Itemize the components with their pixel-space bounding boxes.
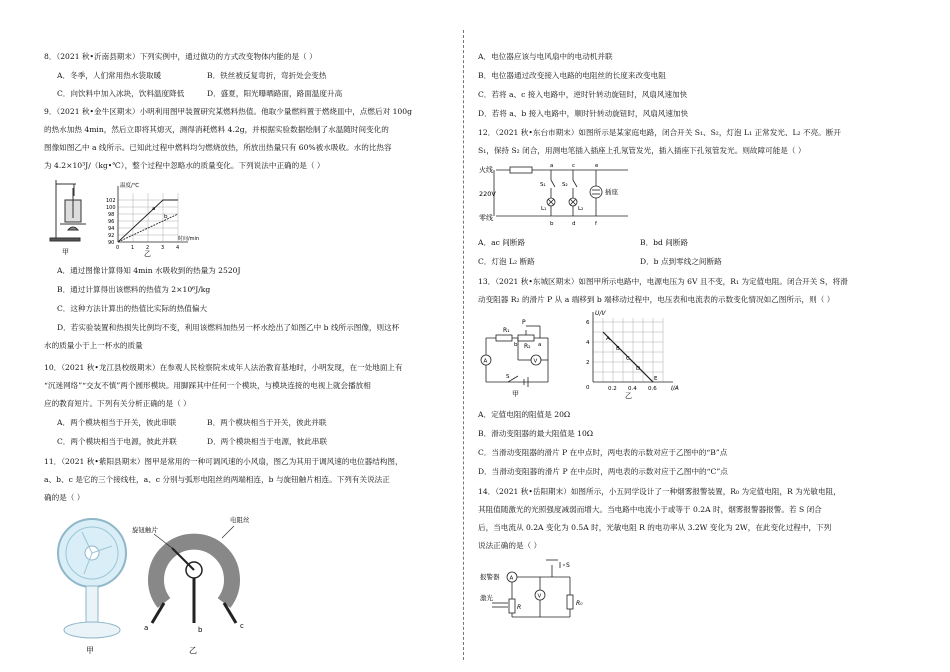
q13-ytick: 4 bbox=[586, 340, 590, 346]
q9-ytick: 102 bbox=[106, 198, 116, 204]
q12-label-socket: 插座 bbox=[605, 188, 618, 196]
q10-option-d: D．两个模块相当于电源，彼此串联 bbox=[207, 437, 327, 446]
q13-ytick: 6 bbox=[586, 320, 590, 326]
q13-ui-graph bbox=[586, 310, 679, 400]
q9-temperature-graph bbox=[106, 181, 199, 258]
q13-xtick: 0.2 bbox=[608, 386, 617, 392]
q9-line2: 的热水加热 4min，然后立即将其熄灭，测得消耗燃料 4.2g，并根据实验数据绘制了水温随时间变化的 bbox=[44, 125, 389, 134]
q9-xtick: 1 bbox=[131, 245, 135, 251]
q13-graph-xlabel: I/A bbox=[671, 385, 679, 392]
q14-line1: 14．（2021 秋•岳阳期末）如图所示，小五同学设计了一种烟雾报警装置，R₀ 为定值电阻，R 为光敏电阻， bbox=[478, 487, 841, 496]
q11-option-b: B．电位器通过改变接入电路的电阻丝的长度来改变电阻 bbox=[478, 71, 666, 80]
q9-option-d-line2: 水的质量小于上一杯水的质量 bbox=[44, 341, 143, 350]
q9-option-a: A．通过图像计算得知 4min 水吸收到的热量为 2520J bbox=[57, 266, 241, 275]
q14-line4: 说法正确的是（ ） bbox=[478, 541, 542, 550]
q12-label-zero: 零线 bbox=[479, 214, 493, 222]
q14-line2: 其阻值随激光的光照强度减弱而增大。当电路中电流小于或等于 0.2A 时，烟雾报警器报警。若 S 闭合 bbox=[478, 505, 822, 514]
q9-label-b: b bbox=[164, 214, 168, 220]
q9-label-a: a bbox=[152, 206, 156, 212]
q13-circuit-diagram bbox=[481, 326, 548, 387]
q14-label-laser: 激光 bbox=[480, 594, 493, 602]
q9-xtick: 4 bbox=[176, 245, 180, 251]
q11-potentiometer-diagram bbox=[132, 515, 250, 634]
q12-label-s1: S₁ bbox=[540, 182, 546, 188]
q12-label-l1: L₁ bbox=[541, 206, 547, 212]
q13-label-p: P bbox=[522, 319, 526, 326]
q9-apparatus-diagram bbox=[50, 180, 86, 241]
q13-label-s: S bbox=[506, 374, 510, 380]
q9-option-c: C．这种方法计算出的热值比实际的热值偏大 bbox=[57, 304, 208, 313]
q13-line1: 13．（2021 秋•东城区期末）如图甲所示电路中，电源电压为 6V 且不变，R₁ 为定值电阻。闭合开关 S，将滑 bbox=[478, 277, 848, 286]
q9-ytick: 98 bbox=[108, 212, 115, 218]
q13-label-b: b bbox=[514, 342, 518, 348]
q9-caption-jia: 甲 bbox=[62, 248, 69, 256]
q11-terminal-c: c bbox=[240, 622, 244, 630]
q9-line4: 为 4.2×10³J/（kg•℃），整个过程中忽略水的质量变化。下列说法中正确的是（ ） bbox=[44, 161, 325, 170]
q12-option-a: A．ac 间断路 bbox=[478, 238, 526, 247]
q11-line3: 确的是（ ） bbox=[44, 493, 85, 502]
q12-line1: 12．（2021 秋•东台市期末）如图所示是某家庭电路，闭合开关 S₁、S₂，灯泡 L₁ 正常发光、L₂ 不亮。断开 bbox=[478, 128, 841, 137]
q13-point-b: B bbox=[616, 346, 620, 352]
q11-option-a: A．电位器应该与电风扇中的电动机并联 bbox=[478, 52, 613, 61]
q13-option-c: C．当滑动变阻器的滑片 P 在中点时，两电表的示数对应于乙图中的“B”点 bbox=[478, 448, 728, 457]
q12-label-voltage: 220V bbox=[479, 190, 496, 198]
q13-ammeter: A bbox=[483, 358, 488, 365]
q9-xtick: 0 bbox=[116, 245, 120, 251]
q13-option-d: D．当滑动变阻器的滑片 P 在中点时，两电表的示数对应于乙图中的“C”点 bbox=[478, 467, 728, 476]
q13-caption-yi: 乙 bbox=[625, 392, 632, 400]
q11-fan-illustration bbox=[58, 519, 126, 638]
q14-label-r0: R₀ bbox=[576, 600, 583, 607]
q14-label-alarm: 报警器 bbox=[480, 573, 500, 581]
q9-ytick: 96 bbox=[108, 219, 115, 225]
q9-xtick: 3 bbox=[161, 245, 165, 251]
q11-line1: 11．（2021 秋•紫阳县期末）图甲是常用的一种可调风速的小风扇，图乙为其用于调风速的电位器结构图， bbox=[44, 457, 403, 466]
q13-option-b: B．滑动变阻器的最大阻值是 10Ω bbox=[478, 429, 594, 438]
q13-point-d: D bbox=[636, 366, 641, 372]
q9-option-b: B．通过计算得出该燃料的热值为 2×10⁶J/kg bbox=[57, 285, 211, 294]
q13-point-e: E bbox=[654, 376, 658, 382]
q9-graph-ylabel: 温度/℃ bbox=[120, 183, 140, 189]
q11-caption-jia: 甲 bbox=[86, 646, 94, 655]
q10-option-b: B．两个模块相当于开关，彼此并联 bbox=[207, 418, 327, 427]
q11-label-wire: 电阻丝 bbox=[230, 516, 250, 524]
q12-point-a: a bbox=[550, 163, 554, 169]
q8-option-d: D．盛夏，阳光曝晒路面，路面温度升高 bbox=[207, 89, 343, 98]
q8-option-c: C．向饮料中加入冰块，饮料温度降低 bbox=[57, 89, 185, 98]
q13-xtick: 0.6 bbox=[648, 386, 657, 392]
q10-line2: “沉迷网络”“交友不慎”两个圆形模块。用脚踩其中任何一个模块，与模块连接的电视上就会播放相 bbox=[44, 381, 371, 390]
q12-point-b: b bbox=[550, 221, 554, 227]
q9-line3: 图像如图乙中 a 线所示。已知此过程中燃料均匀燃烧放热，所放出热量只有 60%被水吸收。水的比热容 bbox=[44, 143, 392, 152]
q11-option-c: C．若将 a、c 接入电路中，逆时针转动旋钮时，风扇风速加快 bbox=[478, 90, 688, 99]
q10-option-c: C．两个模块相当于电源，彼此并联 bbox=[57, 437, 177, 446]
q14-ammeter: A bbox=[509, 575, 514, 582]
q11-line2: a、b、c 是它的三个接线柱，a、c 分别与弧形电阻丝的两端相连，b 与旋钮触片相连。下列有关说法正 bbox=[44, 475, 390, 484]
q12-point-c: c bbox=[572, 163, 576, 169]
q14-label-r: R bbox=[517, 604, 522, 611]
q9-ytick: 100 bbox=[106, 205, 116, 211]
q14-voltmeter: V bbox=[537, 593, 542, 600]
q9-ytick: 92 bbox=[108, 233, 115, 239]
q13-ytick: 0 bbox=[586, 385, 590, 391]
q13-voltmeter: V bbox=[533, 358, 538, 365]
q9-caption-yi: 乙 bbox=[144, 250, 151, 258]
q10-line3: 应的教育短片。下列有关分析正确的是（ ） bbox=[44, 399, 191, 408]
q9-xtick: 2 bbox=[146, 245, 150, 251]
q9-graph-xlabel: 时间/min bbox=[178, 236, 200, 242]
q12-label-fire: 火线 bbox=[479, 166, 493, 174]
q13-label-r1: R₁ bbox=[503, 327, 510, 334]
q12-point-e: e bbox=[595, 163, 599, 169]
q12-point-d: d bbox=[572, 221, 576, 227]
q10-option-a: A．两个模块相当于开关，彼此串联 bbox=[57, 418, 177, 427]
q9-figure bbox=[48, 178, 208, 258]
q13-label-r2: R₂ bbox=[524, 343, 531, 350]
q13-option-a: A．定值电阻的阻值是 20Ω bbox=[478, 410, 571, 419]
q8-option-b: B．铁丝被反复弯折，弯折处会变热 bbox=[207, 71, 327, 80]
q13-point-c: C bbox=[626, 356, 630, 362]
q11-label-wiper: 旋钮触片 bbox=[132, 526, 158, 534]
q8-stem: 8．（2021 秋•沂南县期末）下列实例中，通过做功的方式改变物体内能的是（ ） bbox=[44, 52, 317, 61]
q12-line2: S₁，保持 S₂ 闭合，用测电笔插入插座上孔氖管发光，插入插座下孔氖管发光。则故障可能是（ ） bbox=[478, 146, 806, 155]
q11-option-d: D．若将 a、b 接入电路中，顺时针转动旋钮时，风扇风速加快 bbox=[478, 109, 689, 118]
q12-label-l2: L₂ bbox=[578, 206, 584, 212]
q13-xtick: 0.4 bbox=[628, 386, 637, 392]
q13-graph-ylabel: U/V bbox=[595, 310, 606, 317]
q14-line3: 后，当电流从 0.2A 变化为 0.5A 时，光敏电阻 R 的电功率从 3.2W 变化为 2W，在此变化过程中，下列 bbox=[478, 523, 832, 532]
q12-point-f: f bbox=[595, 221, 597, 227]
q11-terminal-b: b bbox=[198, 626, 203, 634]
q12-circuit-figure bbox=[478, 160, 678, 230]
q13-caption-jia: 甲 bbox=[512, 390, 519, 398]
q11-figure bbox=[54, 508, 314, 658]
q12-option-b: B．bd 间断路 bbox=[640, 238, 689, 247]
q13-line2: 动变阻器 R₂ 的滑片 P 从 a 端移到 b 端移动过程中，电压表和电流表的示数变化情况如乙图所示，则（ ） bbox=[478, 295, 835, 304]
q9-ytick: 90 bbox=[108, 240, 115, 246]
q9-line1: 9．（2021 秋•金牛区期末）小明利用图甲装置研究某燃料热值。他取少量燃料置于燃烧皿中，点燃后对 100g bbox=[44, 107, 412, 116]
q12-option-c: C．灯泡 L₂ 断路 bbox=[478, 257, 535, 266]
q13-figure bbox=[478, 308, 708, 400]
column-divider bbox=[463, 30, 464, 660]
q9-ytick: 94 bbox=[108, 226, 115, 232]
q13-label-a: a bbox=[538, 342, 542, 348]
q11-caption-yi: 乙 bbox=[189, 646, 197, 655]
q10-line1: 10．（2021 秋•龙江县校级期末）在参观人民检察院未成年人法治教育基地时，小明发现，在一处地面上有 bbox=[44, 363, 403, 372]
q12-label-s2: S₂ bbox=[562, 182, 568, 188]
q13-point-a: A bbox=[606, 336, 610, 342]
q11-terminal-a: a bbox=[144, 624, 149, 632]
q13-ytick: 2 bbox=[586, 360, 590, 366]
q8-option-a: A．冬季，人们常用热水袋取暖 bbox=[57, 71, 162, 80]
q14-label-s: S bbox=[566, 562, 570, 569]
q12-option-d: D．b 点到零线之间断路 bbox=[640, 257, 722, 266]
q9-option-d-line1: D．若实验装置和热损失比例均不变，利用该燃料加热另一杯水绘出了如图乙中 b 线所示图像，则这杯 bbox=[57, 323, 400, 332]
q14-circuit-figure bbox=[480, 555, 620, 625]
